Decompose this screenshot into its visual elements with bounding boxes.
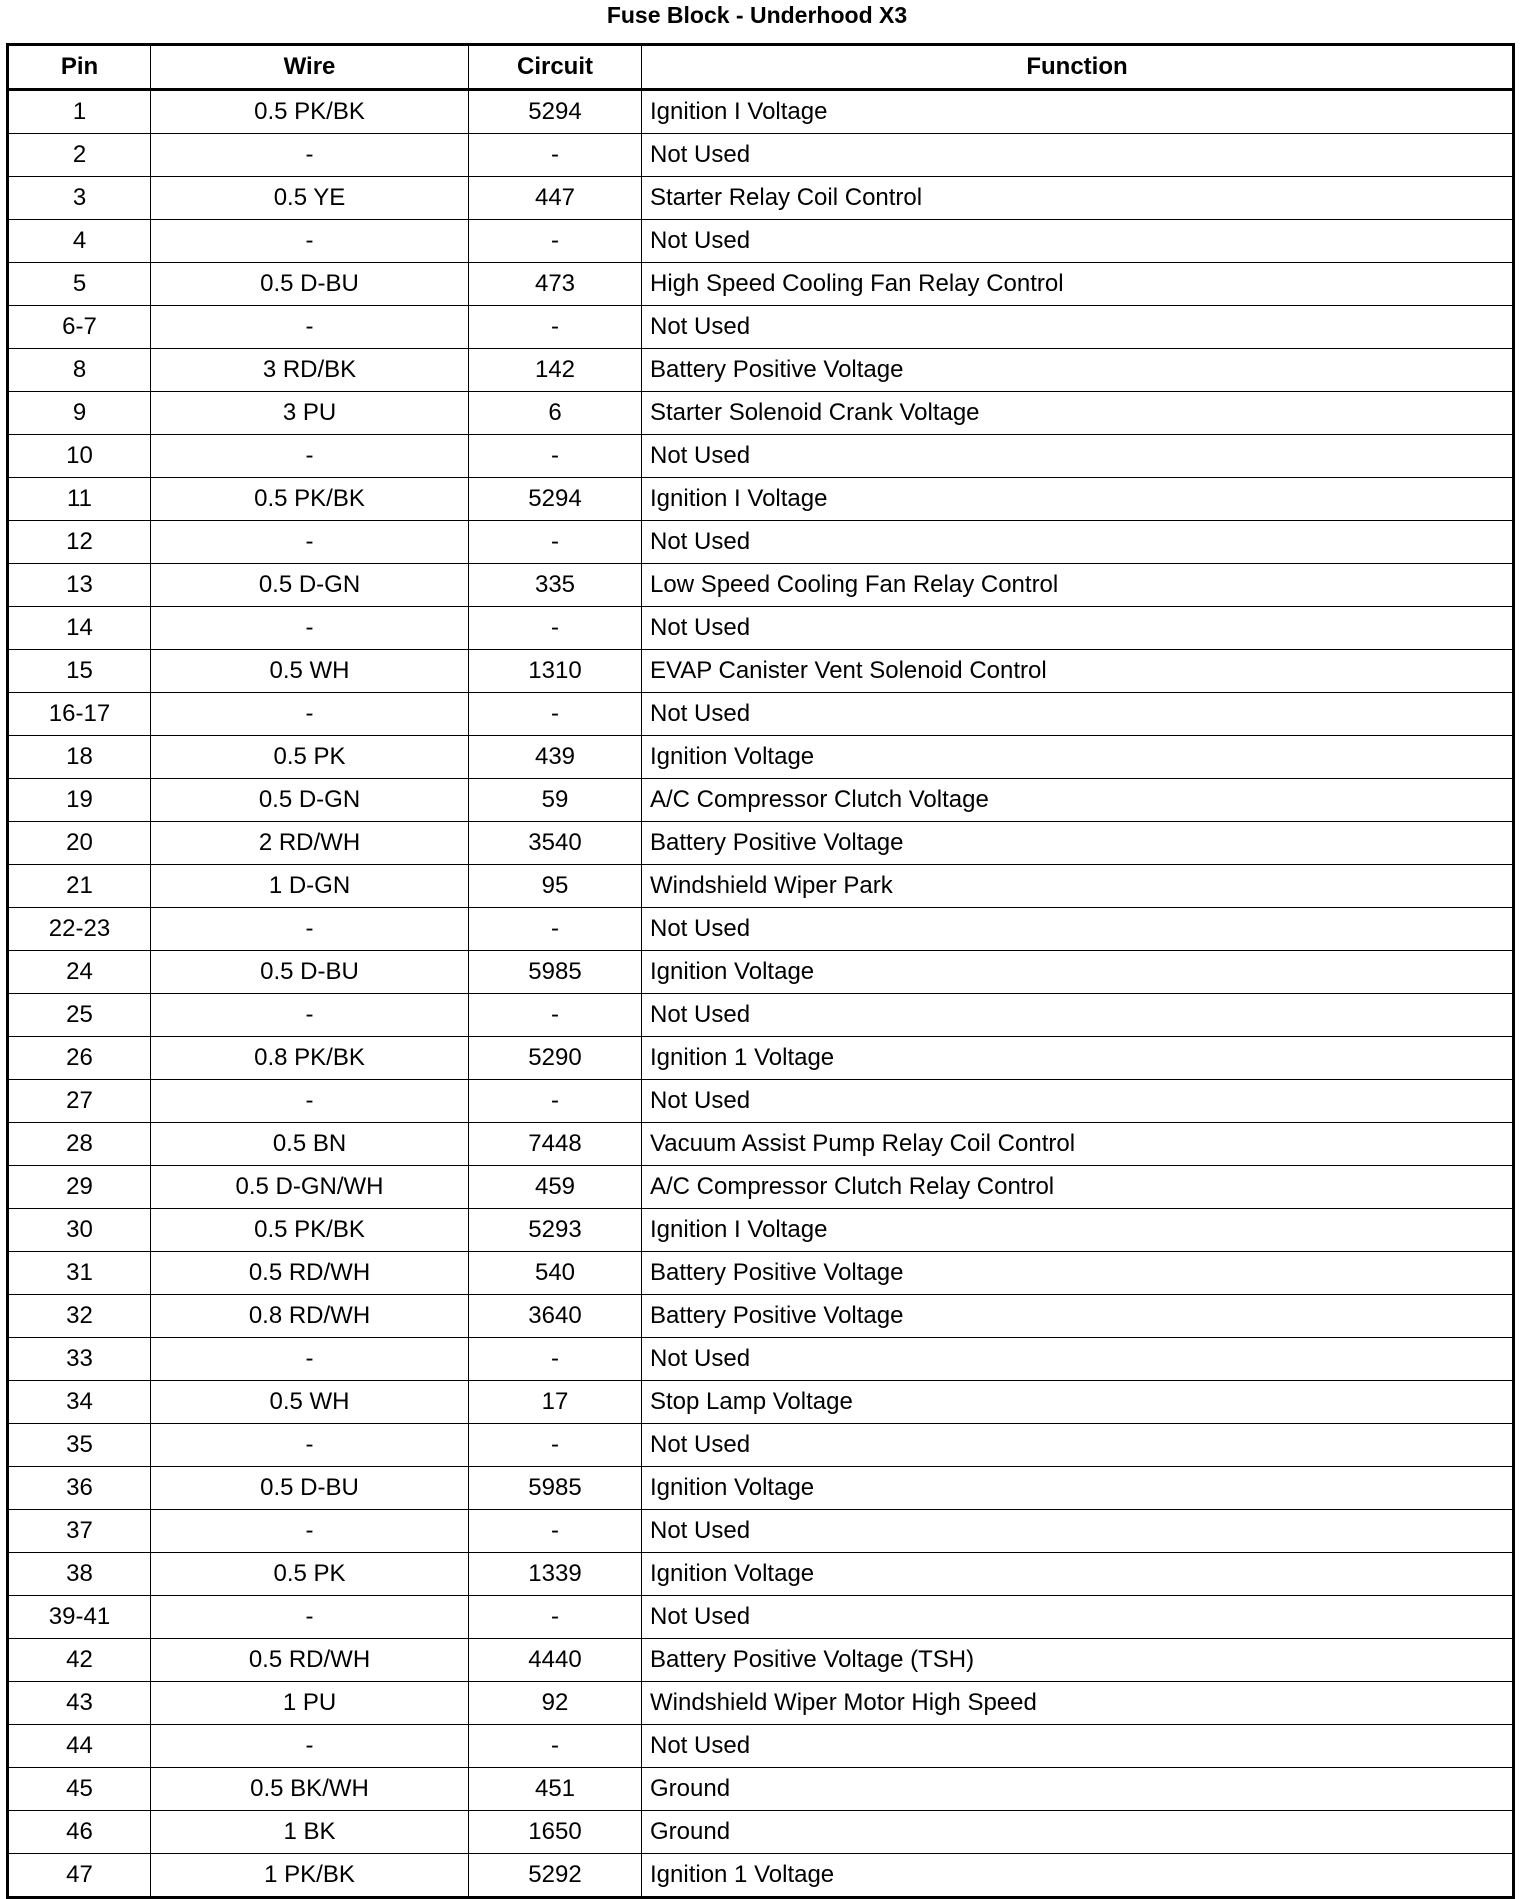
cell-pin: 35 [8,1424,151,1467]
cell-wire: - [151,994,469,1037]
table-row [8,1854,1514,1898]
cell-wire: 0.5 PK/BK [151,478,469,521]
table-row [8,779,1514,822]
table-row [8,134,1514,177]
cell-pin: 10 [8,435,151,478]
cell-wire: 0.8 PK/BK [151,1037,469,1080]
cell-circuit: - [469,435,642,478]
cell-pin: 9 [8,392,151,435]
cell-pin: 38 [8,1553,151,1596]
cell-circuit: 5293 [469,1209,642,1252]
table-row [8,349,1514,392]
cell-wire: 0.5 RD/WH [151,1639,469,1682]
cell-wire: 0.5 YE [151,177,469,220]
cell-wire: 0.5 D-BU [151,263,469,306]
table-row [8,478,1514,521]
cell-function: Ignition Voltage [642,951,1514,994]
cell-wire: - [151,134,469,177]
table-row [8,90,1514,134]
cell-pin: 24 [8,951,151,994]
cell-wire: 3 RD/BK [151,349,469,392]
cell-wire: 0.8 RD/WH [151,1295,469,1338]
cell-wire: 0.5 PK/BK [151,1209,469,1252]
cell-pin: 39-41 [8,1596,151,1639]
cell-pin: 12 [8,521,151,564]
cell-pin: 2 [8,134,151,177]
cell-pin: 28 [8,1123,151,1166]
cell-function: High Speed Cooling Fan Relay Control [642,263,1514,306]
table-row [8,1510,1514,1553]
cell-pin: 25 [8,994,151,1037]
cell-function: Ignition 1 Voltage [642,1037,1514,1080]
cell-circuit: 335 [469,564,642,607]
table-row [8,951,1514,994]
document-title: Fuse Block - Underhood X3 [606,2,908,28]
table-row [8,865,1514,908]
cell-function: Windshield Wiper Motor High Speed [642,1682,1514,1725]
cell-function: Ignition I Voltage [642,1209,1514,1252]
cell-function: Windshield Wiper Park [642,865,1514,908]
cell-function: Battery Positive Voltage [642,1295,1514,1338]
cell-function: Not Used [642,134,1514,177]
cell-pin: 18 [8,736,151,779]
table-row [8,1424,1514,1467]
table-row [8,1467,1514,1510]
cell-circuit: - [469,1424,642,1467]
cell-function: Vacuum Assist Pump Relay Coil Control [642,1123,1514,1166]
cell-function: A/C Compressor Clutch Relay Control [642,1166,1514,1209]
cell-function: A/C Compressor Clutch Voltage [642,779,1514,822]
cell-function: Ground [642,1811,1514,1854]
cell-pin: 44 [8,1725,151,1768]
cell-function: Not Used [642,1424,1514,1467]
cell-function: Ignition Voltage [642,1467,1514,1510]
table-row [8,1381,1514,1424]
cell-pin: 4 [8,220,151,263]
cell-circuit: 540 [469,1252,642,1295]
cell-circuit: - [469,908,642,951]
table-row [8,1553,1514,1596]
cell-function: Stop Lamp Voltage [642,1381,1514,1424]
cell-wire: 0.5 WH [151,650,469,693]
table-row [8,1725,1514,1768]
column-header-circuit: Circuit [469,45,642,90]
cell-wire: - [151,1596,469,1639]
table-row [8,1252,1514,1295]
cell-circuit: 1339 [469,1553,642,1596]
cell-function: Battery Positive Voltage [642,822,1514,865]
cell-pin: 21 [8,865,151,908]
cell-wire: 0.5 PK [151,736,469,779]
table-row [8,306,1514,349]
cell-wire: 0.5 BN [151,1123,469,1166]
cell-circuit: 1650 [469,1811,642,1854]
cell-wire: 0.5 D-GN [151,779,469,822]
cell-pin: 22-23 [8,908,151,951]
cell-function: Not Used [642,220,1514,263]
cell-wire: - [151,306,469,349]
cell-pin: 42 [8,1639,151,1682]
cell-pin: 5 [8,263,151,306]
cell-pin: 16-17 [8,693,151,736]
pinout-table [6,43,1515,1899]
table-row [8,1338,1514,1381]
cell-function: Not Used [642,1725,1514,1768]
cell-wire: - [151,1725,469,1768]
cell-circuit: 95 [469,865,642,908]
cell-wire: 0.5 D-GN [151,564,469,607]
cell-function: Not Used [642,1596,1514,1639]
cell-function: Not Used [642,1338,1514,1381]
cell-wire: 0.5 WH [151,1381,469,1424]
cell-wire: 1 PU [151,1682,469,1725]
cell-circuit: 6 [469,392,642,435]
cell-function: Not Used [642,994,1514,1037]
cell-pin: 33 [8,1338,151,1381]
table-row [8,435,1514,478]
cell-function: Ignition I Voltage [642,90,1514,134]
cell-wire: 0.5 D-BU [151,1467,469,1510]
table-row [8,908,1514,951]
cell-wire: - [151,1338,469,1381]
cell-function: Battery Positive Voltage [642,1252,1514,1295]
cell-pin: 43 [8,1682,151,1725]
table-row [8,521,1514,564]
table-row [8,1811,1514,1854]
cell-circuit: 17 [469,1381,642,1424]
table-row [8,822,1514,865]
table-row [8,1166,1514,1209]
table-row [8,607,1514,650]
cell-pin: 30 [8,1209,151,1252]
cell-wire: 0.5 D-BU [151,951,469,994]
cell-wire: 2 RD/WH [151,822,469,865]
table-row [8,1295,1514,1338]
cell-pin: 34 [8,1381,151,1424]
cell-pin: 11 [8,478,151,521]
cell-function: Starter Solenoid Crank Voltage [642,392,1514,435]
cell-circuit: 1310 [469,650,642,693]
cell-wire: - [151,435,469,478]
cell-pin: 32 [8,1295,151,1338]
cell-pin: 3 [8,177,151,220]
cell-circuit: 5290 [469,1037,642,1080]
cell-circuit: - [469,1596,642,1639]
cell-circuit: - [469,306,642,349]
cell-pin: 15 [8,650,151,693]
column-header-pin: Pin [8,45,151,90]
header-row [8,45,1514,90]
cell-circuit: - [469,521,642,564]
cell-function: Starter Relay Coil Control [642,177,1514,220]
cell-wire: 0.5 PK/BK [151,90,469,134]
cell-circuit: - [469,1510,642,1553]
table-row [8,1682,1514,1725]
table-row [8,1080,1514,1123]
table-row [8,1209,1514,1252]
cell-function: Battery Positive Voltage [642,349,1514,392]
cell-pin: 20 [8,822,151,865]
cell-circuit: - [469,1080,642,1123]
table-row [8,392,1514,435]
cell-circuit: - [469,607,642,650]
cell-function: EVAP Canister Vent Solenoid Control [642,650,1514,693]
table-row [8,1596,1514,1639]
cell-wire: 1 D-GN [151,865,469,908]
cell-function: Not Used [642,435,1514,478]
table-row [8,177,1514,220]
cell-circuit: - [469,1725,642,1768]
cell-wire: 0.5 PK [151,1553,469,1596]
cell-circuit: 5985 [469,951,642,994]
cell-circuit: 5294 [469,90,642,134]
table-row [8,994,1514,1037]
cell-wire: 0.5 BK/WH [151,1768,469,1811]
cell-pin: 29 [8,1166,151,1209]
table-row [8,564,1514,607]
table-row [8,736,1514,779]
cell-circuit: 5294 [469,478,642,521]
cell-circuit: 59 [469,779,642,822]
cell-pin: 6-7 [8,306,151,349]
cell-circuit: - [469,693,642,736]
table-row [8,650,1514,693]
cell-pin: 13 [8,564,151,607]
cell-wire: - [151,1080,469,1123]
cell-wire: - [151,908,469,951]
cell-circuit: 92 [469,1682,642,1725]
cell-pin: 26 [8,1037,151,1080]
cell-circuit: - [469,1338,642,1381]
cell-function: Ignition Voltage [642,736,1514,779]
table-row [8,693,1514,736]
cell-circuit: 7448 [469,1123,642,1166]
cell-circuit: 447 [469,177,642,220]
cell-function: Ignition Voltage [642,1553,1514,1596]
cell-wire: - [151,1424,469,1467]
cell-pin: 27 [8,1080,151,1123]
cell-circuit: - [469,220,642,263]
cell-pin: 36 [8,1467,151,1510]
table-row [8,220,1514,263]
cell-function: Not Used [642,693,1514,736]
cell-pin: 19 [8,779,151,822]
table-body [8,90,1514,1898]
cell-pin: 45 [8,1768,151,1811]
cell-circuit: 4440 [469,1639,642,1682]
cell-circuit: 3540 [469,822,642,865]
cell-circuit: - [469,994,642,1037]
cell-wire: 0.5 D-GN/WH [151,1166,469,1209]
cell-wire: - [151,693,469,736]
cell-pin: 46 [8,1811,151,1854]
cell-circuit: 451 [469,1768,642,1811]
table-row [8,1768,1514,1811]
cell-wire: 1 BK [151,1811,469,1854]
cell-function: Low Speed Cooling Fan Relay Control [642,564,1514,607]
cell-function: Not Used [642,521,1514,564]
cell-function: Ignition I Voltage [642,478,1514,521]
table-row [8,263,1514,306]
cell-function: Not Used [642,1510,1514,1553]
cell-circuit: 5985 [469,1467,642,1510]
cell-wire: - [151,1510,469,1553]
cell-circuit: 459 [469,1166,642,1209]
table-row [8,1037,1514,1080]
cell-wire: 3 PU [151,392,469,435]
cell-circuit: 5292 [469,1854,642,1898]
cell-circuit: 473 [469,263,642,306]
cell-pin: 8 [8,349,151,392]
cell-wire: - [151,220,469,263]
cell-function: Not Used [642,306,1514,349]
cell-function: Not Used [642,607,1514,650]
cell-wire: - [151,607,469,650]
cell-function: Ground [642,1768,1514,1811]
cell-circuit: 3640 [469,1295,642,1338]
column-header-wire: Wire [151,45,469,90]
cell-pin: 1 [8,90,151,134]
cell-wire: - [151,521,469,564]
cell-wire: 1 PK/BK [151,1854,469,1898]
table-row [8,1123,1514,1166]
cell-circuit: - [469,134,642,177]
table-row [8,1639,1514,1682]
cell-function: Ignition 1 Voltage [642,1854,1514,1898]
column-header-function: Function [642,45,1514,90]
cell-circuit: 142 [469,349,642,392]
cell-pin: 31 [8,1252,151,1295]
cell-function: Not Used [642,1080,1514,1123]
cell-wire: 0.5 RD/WH [151,1252,469,1295]
cell-pin: 47 [8,1854,151,1898]
cell-function: Battery Positive Voltage (TSH) [642,1639,1514,1682]
cell-function: Not Used [642,908,1514,951]
cell-circuit: 439 [469,736,642,779]
cell-pin: 14 [8,607,151,650]
cell-pin: 37 [8,1510,151,1553]
